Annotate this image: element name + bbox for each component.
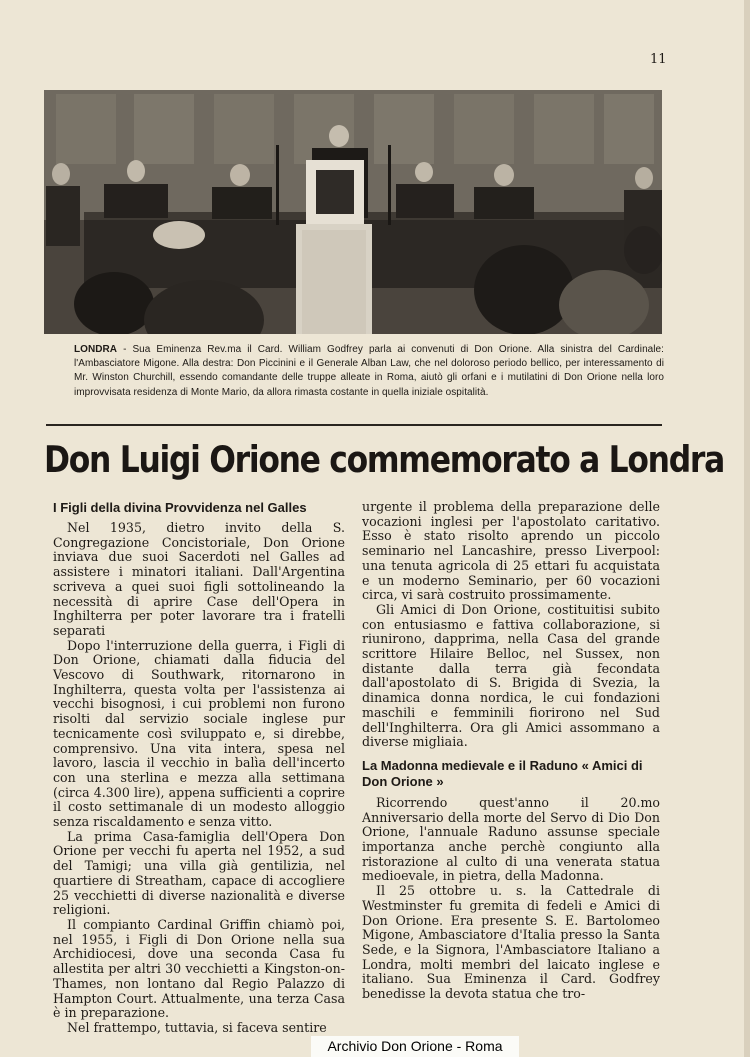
paragraph: Ricorrendo quest'anno il 20.mo Anniversario della morte del Servo di Dio Don Orione, l'annuale Raduno assunse speciale importanza anche perchè congiunto alla ristorazione al culto di una venerata statua medioevale, in pietra, della Madonna.: [362, 794, 660, 884]
page-number: 11: [650, 52, 667, 67]
caption-location: LONDRA: [74, 344, 118, 355]
caption-text: - Sua Eminenza Rev.ma il Card. William Godfrey parla ai convenuti di Don Orione. Alla sinistra del Cardinale: l'Ambasciatore Migone. Alla destra: Don Piccinini e il Generale Alban Law, che nel doloroso periodo bellico, per interessamento di Mr. Winston Churchill, essendo comandante delle truppe alleate in Roma, aiutò gli orfani e i mutilatini di Don Orione nella loro improvvisata residenza di Monte Mario, da allora rimasta costante in quella iniziale ospitalità.: [74, 344, 664, 398]
page-edge: [744, 0, 750, 1057]
paragraph: Nel frattempo, tuttavia, si faceva sentire: [67, 1019, 327, 1035]
paragraph: Gli Amici di Don Orione, costituitisi subito con entusiasmo e fattiva collaborazione, si riunirono, dapprima, nella Casa del grande scrittore Hilaire Belloc, nel Sussex, non distante dalla terra già fecondata dall'apostolato di S. Brigida di Svezia, la dinamica donna nordica, le cui fondazioni maschili e femminili fiorirono nel Sud dell'Inghilterra. Ora gli Amici assommano a diverse migliaia.: [362, 601, 660, 750]
photo-caption: [74, 343, 664, 400]
archive-footer: Archivio Don Orione - Roma: [311, 1036, 519, 1057]
event-photo: [44, 90, 662, 334]
paragraph: La prima Casa-famiglia dell'Opera Don Orione per vecchi fu aperta nel 1952, a sud del Tamigi; una villa già gentilizia, nel quartiere di Streatham, capace di accogliere 25 vecchietti di diverse nazionalità e diverse religioni.: [53, 828, 345, 918]
paragraph: Il 25 ottobre u. s. la Cattedrale di Westminster fu gremita di fedeli e Amici di Don Orione. Era presente S. E. Bartolomeo Migone, Ambasciatore d'Italia presso la Santa Sede, e la Signora, l'Ambasciatore Italiano a Londra, molti membri del laicato inglese e italiano. Sua Eminenza il Card. Godfrey benedisse la devota statua che tro-: [362, 883, 660, 1002]
paragraph: Il compianto Cardinal Griffin chiamò poi, nel 1955, i Figli di Don Orione nella sua Archidiocesi, dove una seconda Casa fu allestita per altri 30 vecchietti a Kingston-on-Thames, non lontano dal Regio Palazzo di Hampton Court. Attualmente, una terza Casa è in preparazione.: [53, 916, 345, 1021]
right-column: [362, 500, 660, 1002]
photo-icon: [44, 90, 662, 334]
right-section-heading: La Madonna medievale e il Raduno « Amici di Don Orione »: [362, 757, 643, 789]
section-divider: [46, 424, 662, 426]
paragraph: Dopo l'interruzione della guerra, i Figli di Don Orione, chiamati dalla fiducia del Vescovo di Southwark, ritornarono in Inghilterra, questa volta per l'assistenza ai vecchi bisognosi, i cui problemi non furono risolti dal servizio sociale inglese pur tecnicamente così sviluppato e, si direbbe, comprensivo. Una vita intera, spesa nel lavoro, lascia il vecchio in balìa dell'incerto con una sterlina e mezza alla settimana (circa 4.300 lire), appena sufficienti a coprire il costo settimanale di un modesto alloggio senza riscaldamento e senza vitto.: [53, 637, 345, 830]
left-column: [53, 500, 345, 1036]
paragraph: Nel 1935, dietro invito della S. Congregazione Concistoriale, Don Orione inviava due suoi Sacerdoti nel Galles ad assistere i minatori italiani. Dall'Argentina scriveva a quei suoi figli sottolineando la necessità di aprire Case dell'Opera in Inghilterra per poter lavorare tra i fratelli separati: [53, 520, 345, 638]
paragraph: urgente il problema della preparazione delle vocazioni inglesi per l'apostolato caritativo. Esso è stato risolto aprendo un piccolo seminario nel Lancashire, presso Liverpool: una tenuta agricola di 25 ettari fu acquistata e un moderno Seminario, per 60 vocazioni circa, vi sarà costruito prossimamente.: [362, 499, 660, 603]
article-headline: Don Luigi Orione commemorato a Londra: [44, 438, 724, 481]
left-section-heading: I Figli della divina Provvidenza nel Galles: [53, 500, 307, 515]
